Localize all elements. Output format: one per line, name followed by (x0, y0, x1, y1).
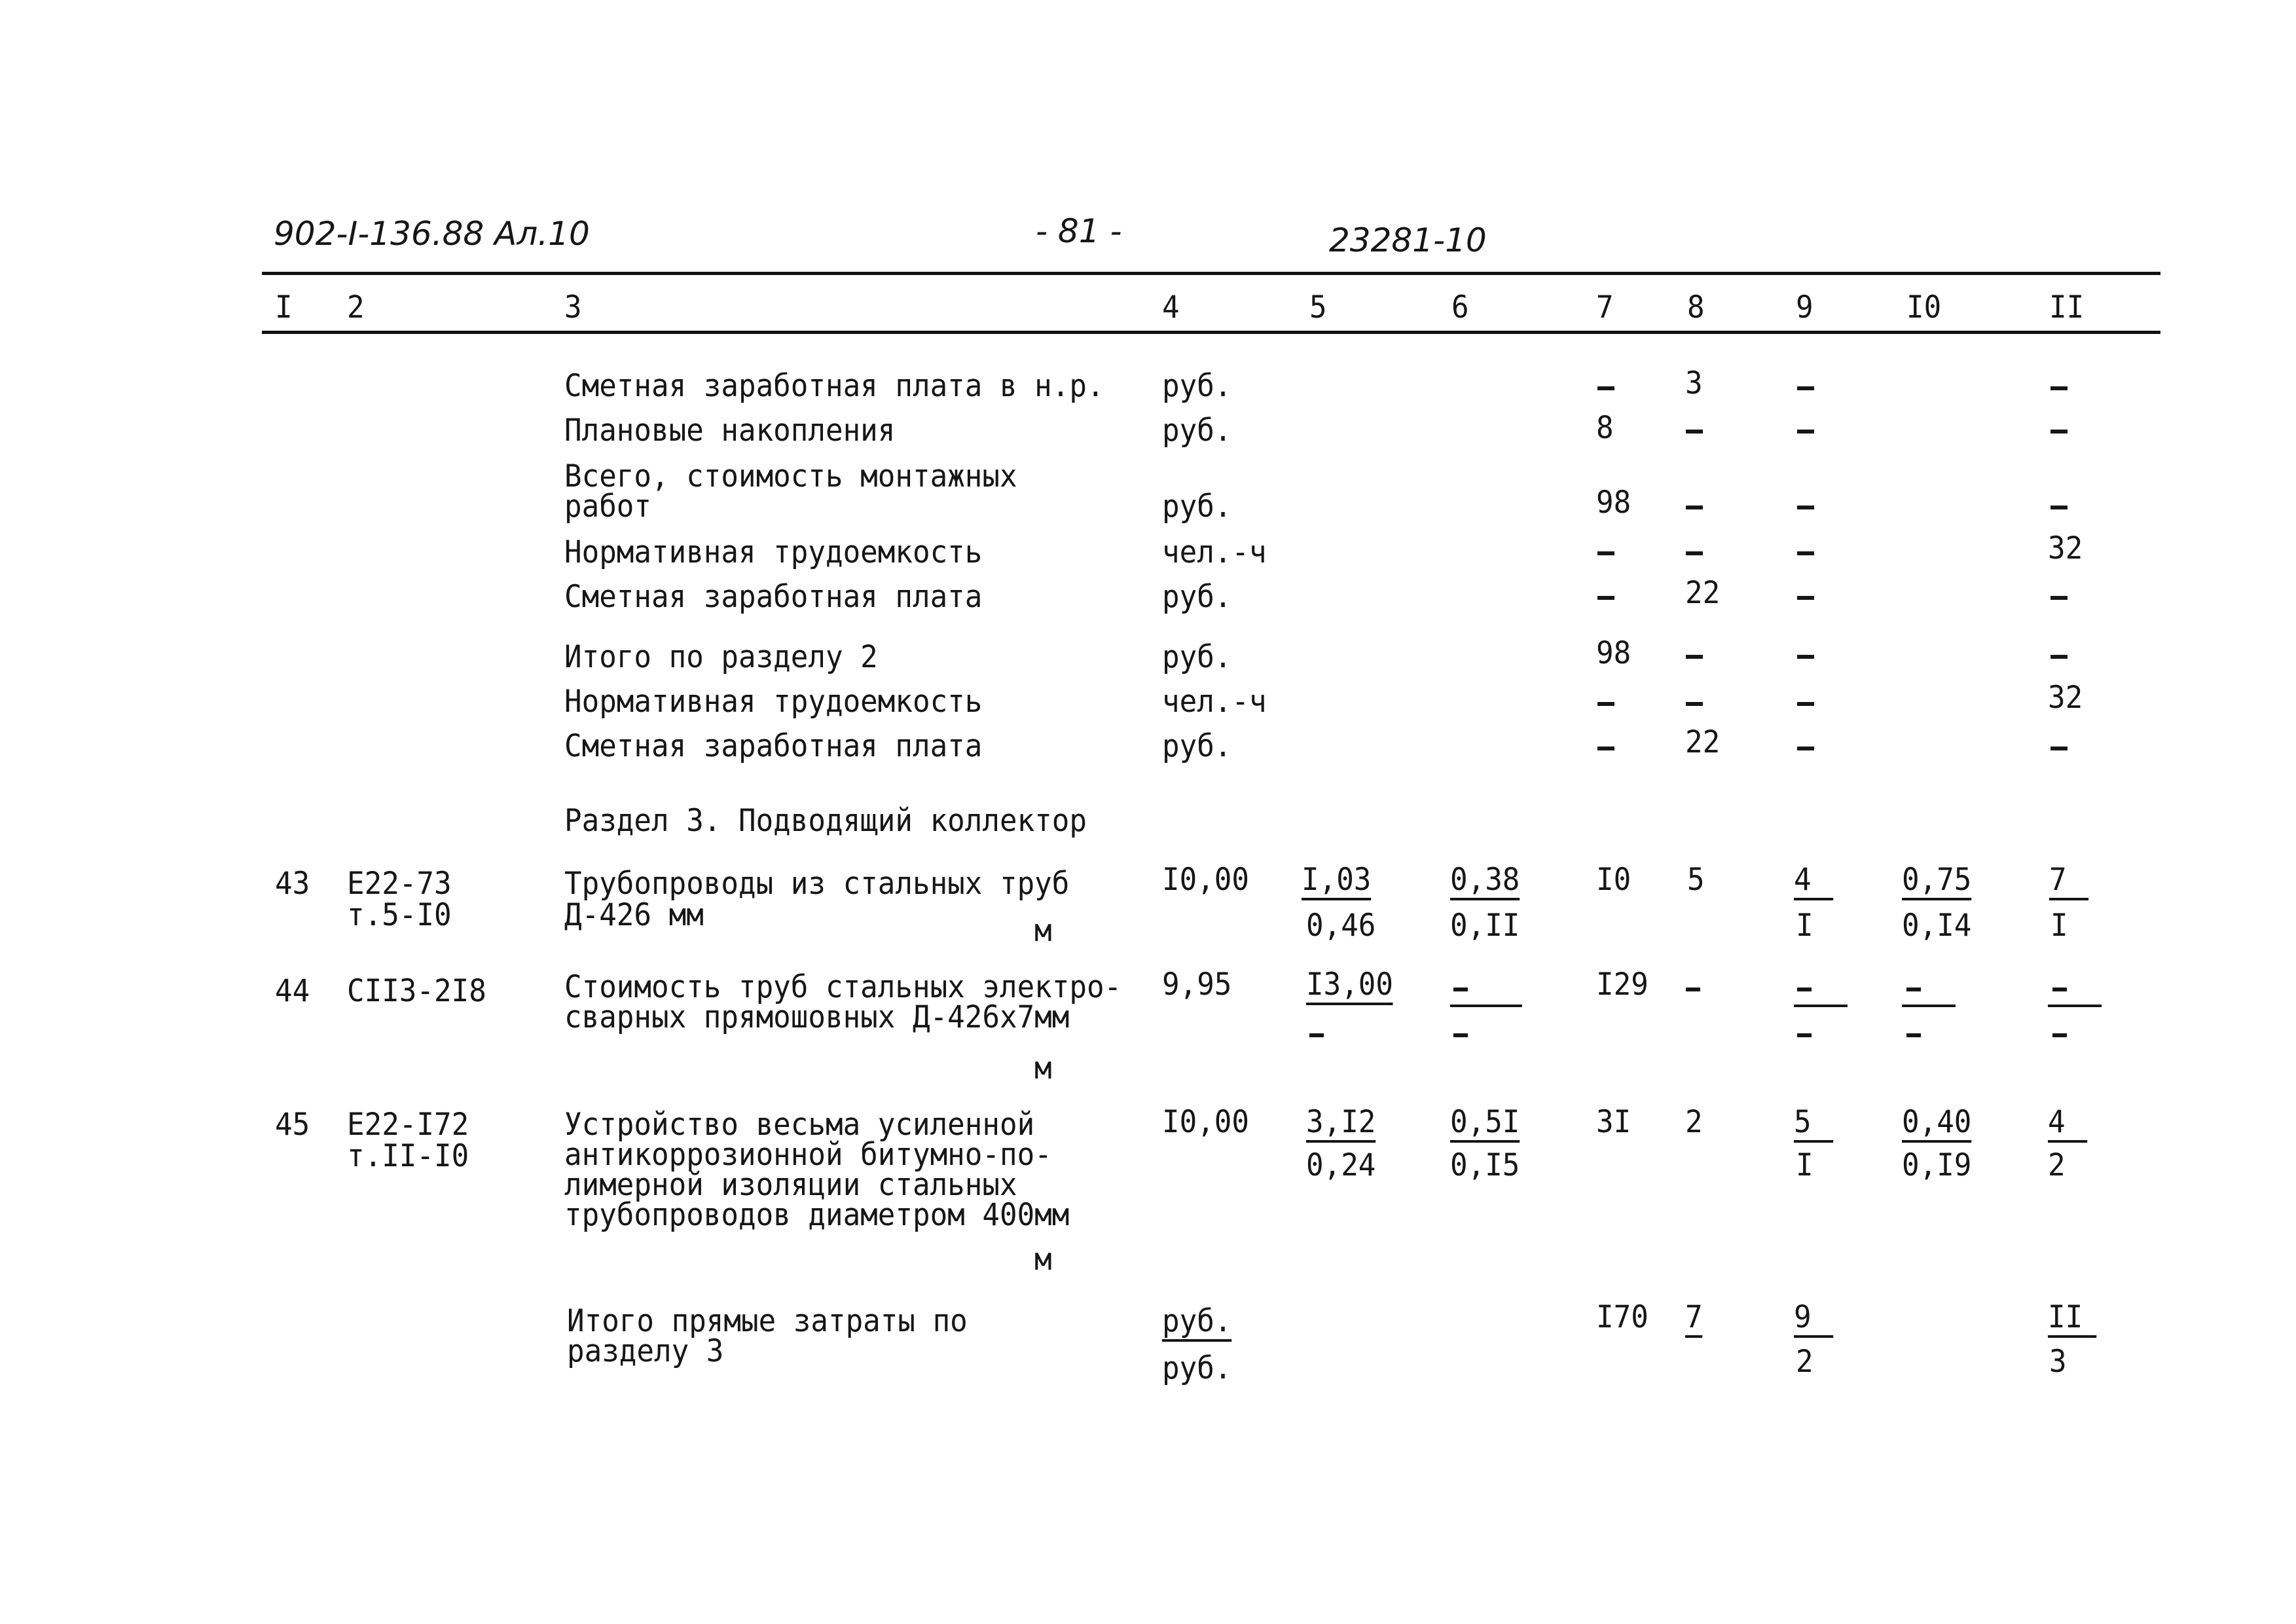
total-wage: 5 (1687, 862, 1705, 898)
fraction-bar (1794, 1005, 1848, 1007)
cell-value: 22 (1685, 575, 1721, 611)
item-description: Трубопроводы из стальных труб (564, 866, 1070, 902)
column-number: 8 (1687, 289, 1705, 325)
item-description: Устройство весьма усиленной (564, 1107, 1035, 1143)
row-label-line1: Всего, стоимость монтажных (564, 458, 1017, 494)
rate-table-ref: т.5-I0 (347, 897, 452, 933)
measure-unit: м (1034, 1242, 1052, 1278)
rate-code: СII3-2I8 (347, 973, 486, 1009)
rate-table-ref: т.II-I0 (347, 1138, 469, 1174)
empty-dash (1906, 1033, 1921, 1037)
column-number: I0 (1906, 289, 1942, 325)
labor-total: 4 (2048, 1107, 2087, 1143)
row-number: 45 (275, 1107, 310, 1143)
unit-cost-wage: 0,24 (1306, 1147, 1376, 1183)
total-wage: 7 (1685, 1302, 1703, 1338)
empty-dash (1797, 655, 1814, 659)
item-description: Стоимость труб стальных электро- (564, 969, 1122, 1005)
total-cost: 3I (1596, 1104, 1631, 1140)
cell-value: 98 (1596, 485, 1631, 521)
unit-cost-total: I3,00 (1306, 969, 1393, 1005)
empty-dash (2050, 747, 2068, 750)
column-number: 9 (1796, 289, 1813, 325)
cell-value: 32 (2048, 530, 2083, 566)
cell-value: 32 (2048, 680, 2083, 716)
column-number: 2 (347, 289, 365, 325)
empty-dash (1797, 386, 1814, 390)
empty-dash (2052, 1033, 2067, 1037)
column-number: 4 (1162, 289, 1180, 325)
row-number: 43 (275, 866, 310, 902)
item-description: лимерной изоляции стальных (564, 1167, 1017, 1203)
row-unit: руб. (1162, 413, 1232, 449)
rate-code: Е22-73 (347, 866, 452, 902)
empty-dash (1797, 430, 1814, 434)
item-description: антикоррозионной битумно-по- (564, 1137, 1052, 1173)
fraction-bar (1902, 1005, 1956, 1007)
empty-dash (1797, 987, 1812, 991)
total-machine-wage: 2 (1796, 1344, 1813, 1380)
total-cost: I0 (1596, 862, 1631, 898)
column-number: 3 (564, 289, 582, 325)
empty-dash (1686, 702, 1703, 706)
row-label: Сметная заработная плата (564, 728, 983, 764)
empty-dash (1597, 551, 1614, 555)
total-machine-wage: I (1796, 908, 1813, 944)
cell-value: 3 (1685, 365, 1703, 401)
header-top-rule (262, 272, 2160, 275)
labor-machinist-per-unit: 0,I4 (1902, 908, 1972, 944)
total-machine-cost: 4 (1794, 864, 1833, 900)
unit-machine-wage: 0,I5 (1450, 1147, 1520, 1183)
empty-dash (1797, 596, 1814, 600)
empty-dash (1453, 1033, 1468, 1037)
empty-dash (1797, 747, 1814, 750)
empty-dash (1797, 702, 1814, 706)
labor-machinist-per-unit: 0,I9 (1902, 1147, 1972, 1183)
total-cost: I29 (1596, 967, 1649, 1003)
empty-dash (2050, 655, 2068, 659)
row-unit-top: руб. (1162, 1306, 1231, 1342)
quantity: 9,95 (1162, 967, 1232, 1003)
cell-value: 8 (1596, 410, 1614, 446)
labor-machinist-total: 2 (2048, 1147, 2066, 1183)
column-number: 6 (1451, 289, 1469, 325)
empty-dash (1797, 1033, 1812, 1037)
row-unit: руб. (1162, 728, 1232, 764)
empty-dash (2050, 596, 2068, 600)
unit-machine-cost: 0,5I (1450, 1107, 1520, 1143)
row-label: Сметная заработная плата (564, 579, 983, 615)
row-label: Сметная заработная плата в н.р. (564, 368, 1104, 404)
column-number: 5 (1309, 289, 1327, 325)
unit-cost-wage: 0,46 (1306, 908, 1376, 944)
row-unit: руб. (1162, 639, 1232, 675)
labor-machinist-total: 3 (2049, 1344, 2067, 1380)
empty-dash (1686, 430, 1703, 434)
labor-per-unit: 0,40 (1902, 1107, 1971, 1143)
empty-dash (1797, 551, 1814, 555)
total-machine-wage: I (1796, 1147, 1813, 1183)
row-unit: чел.-ч (1162, 534, 1267, 570)
total-wage: 2 (1685, 1104, 1703, 1140)
header-bottom-rule (262, 331, 2160, 334)
registration-number: 23281-10 (1329, 221, 1487, 259)
item-description: Д-426 мм (564, 897, 704, 933)
labor-per-unit: 0,75 (1902, 864, 1971, 900)
row-unit: руб. (1162, 579, 1232, 615)
empty-dash (2050, 386, 2068, 390)
empty-dash (1597, 386, 1614, 390)
cell-value: 98 (1596, 635, 1631, 671)
empty-dash (1686, 987, 1700, 991)
measure-unit: м (1034, 913, 1052, 949)
total-cost: I70 (1596, 1299, 1649, 1335)
item-description: трубопроводов диаметром 400мм (564, 1197, 1070, 1233)
row-label: Итого по разделу 2 (564, 639, 878, 675)
item-description: сварных прямошовных Д-426х7мм (564, 999, 1070, 1035)
section-3-title: Раздел 3. Подводящий коллектор (564, 803, 1087, 839)
row-label-line2: работ (564, 489, 651, 525)
labor-machinist-total: I (2050, 908, 2068, 944)
measure-unit: м (1034, 1050, 1052, 1086)
labor-total: II (2048, 1302, 2096, 1338)
row-unit: чел.-ч (1162, 684, 1267, 720)
quantity: I0,00 (1162, 862, 1249, 898)
rate-code: Е22-I72 (347, 1107, 469, 1143)
document-code: 902-I-136.88 Ал.10 (274, 215, 590, 253)
empty-dash (2052, 987, 2067, 991)
row-number: 44 (275, 973, 310, 1009)
unit-cost-total: 3,I2 (1306, 1107, 1376, 1143)
unit-machine-cost: 0,38 (1450, 864, 1520, 900)
total-machine-cost: 5 (1794, 1107, 1833, 1143)
empty-dash (2050, 506, 2068, 509)
empty-dash (1597, 596, 1614, 600)
row-unit: руб. (1162, 368, 1232, 404)
labor-total: 7 (2049, 864, 2088, 900)
empty-dash (1597, 747, 1614, 750)
empty-dash (1597, 702, 1614, 706)
row-label: Нормативная трудоемкость (564, 534, 983, 570)
total-machine-cost: 9 (1794, 1302, 1833, 1338)
row-label: Плановые накопления (564, 413, 896, 449)
cell-value: 22 (1685, 724, 1721, 760)
empty-dash (1906, 987, 1921, 991)
row-label: Нормативная трудоемкость (564, 684, 983, 720)
empty-dash (1797, 506, 1814, 509)
column-number: II (2049, 289, 2085, 325)
empty-dash (1309, 1033, 1324, 1037)
empty-dash (1453, 987, 1468, 991)
unit-cost-total: I,03 (1302, 864, 1371, 900)
empty-dash (1686, 506, 1703, 509)
row-unit-bottom: руб. (1162, 1350, 1232, 1386)
row-label-line2: разделу 3 (567, 1333, 724, 1369)
unit-machine-wage: 0,II (1450, 908, 1520, 944)
empty-dash (2050, 430, 2068, 434)
fraction-bar (1450, 1005, 1522, 1007)
fraction-bar (2048, 1005, 2102, 1007)
empty-dash (1686, 551, 1703, 555)
column-number: I (275, 289, 293, 325)
empty-dash (1686, 655, 1703, 659)
quantity: I0,00 (1162, 1104, 1249, 1140)
row-label-line1: Итого прямые затраты по (567, 1303, 968, 1339)
page-number: - 81 - (1036, 212, 1122, 250)
row-unit: руб. (1162, 489, 1232, 525)
column-number: 7 (1596, 289, 1614, 325)
